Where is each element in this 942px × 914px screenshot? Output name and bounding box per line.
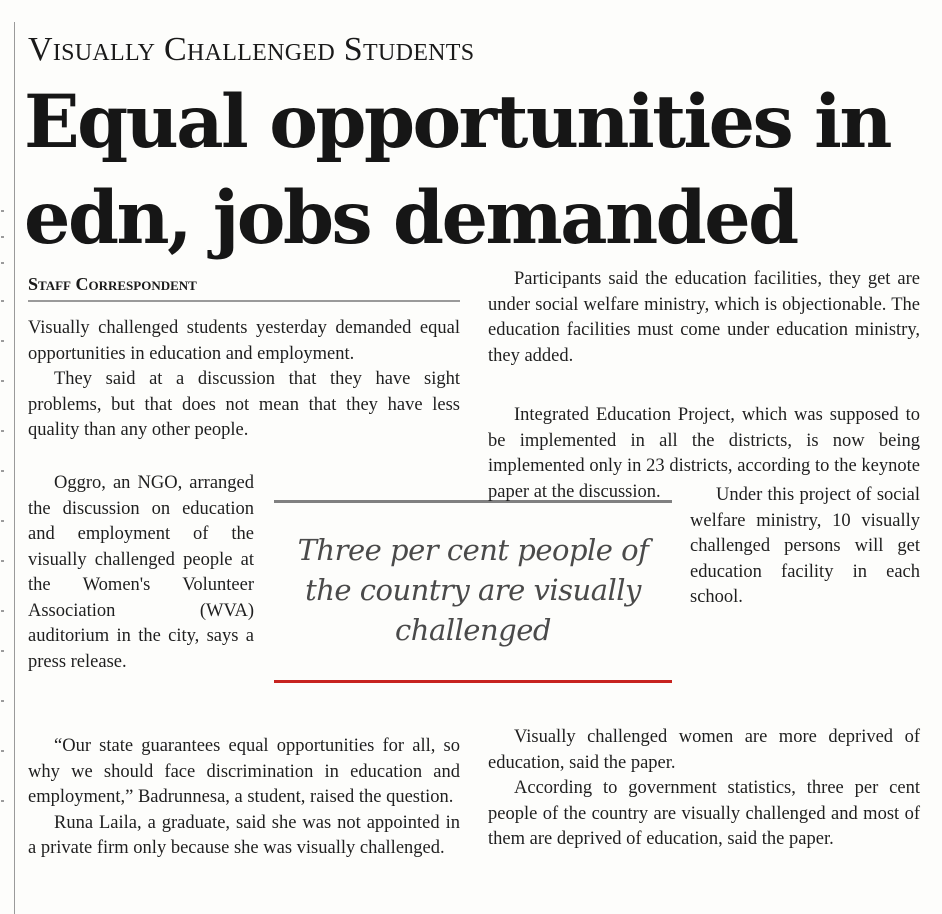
paragraph-10: According to government statistics, three per cent people of the country are visually challenged and most of them are deprived of education, said the paper.	[488, 778, 920, 849]
right-column-p2-top	[488, 403, 920, 502]
article-headline: Equal opportunities in edn, jobs demanded	[24, 79, 890, 261]
paragraph-2: They said at a discussion that they have sight problems, but that does not mean that they have less quality than any other people.	[28, 369, 460, 440]
byline-rule	[28, 300, 460, 302]
paragraph-7-top: Integrated Education Project, which was supposed to be implemented in all the districts, is now being implemented only in 23 districts, according to the keynote paper at the discussion.	[488, 405, 920, 502]
left-column-bottom	[28, 734, 460, 862]
left-column-top	[28, 316, 460, 444]
paragraph-6: Participants said the education facilities, they get are under social welfare ministry, which is objectionable. The education facilities must come under education ministry, they added.	[488, 269, 920, 366]
paragraph-1: Visually challenged students yesterday demanded equal opportunities in education and employment.	[28, 318, 460, 364]
pull-quote-rule-bottom	[274, 680, 672, 683]
paragraph-5: Runa Laila, a graduate, said she was not appointed in a private firm only because she was visually challenged.	[28, 812, 460, 858]
paragraph-4: “Our state guarantees equal opportunities for all, so why we should face discrimination in education and employment,” Badrunnesa, a student, raised the question.	[28, 736, 460, 807]
paragraph-3: Oggro, an NGO, arranged the discussion on education and employment of the visually challenged people at the Women's Volunteer Association (WVA) auditorium in the city, says a press release.	[28, 473, 254, 672]
article-byline: Staff Correspondent	[28, 274, 197, 294]
paragraph-9: Visually challenged women are more deprived of education, said the paper.	[488, 727, 920, 773]
article-kicker: Visually Challenged Students	[28, 31, 475, 68]
right-column-top	[488, 267, 920, 369]
paragraph-8: Under this project of social welfare ministry, 10 visually challenged persons will get education facility in each school.	[690, 485, 920, 607]
page-edge-marks	[0, 0, 6, 914]
column-rule-left	[14, 22, 15, 914]
pull-quote: Three per cent people of the country are visually challenged	[297, 533, 649, 647]
left-column-wrap	[28, 471, 254, 675]
right-column-bottom	[488, 725, 920, 853]
